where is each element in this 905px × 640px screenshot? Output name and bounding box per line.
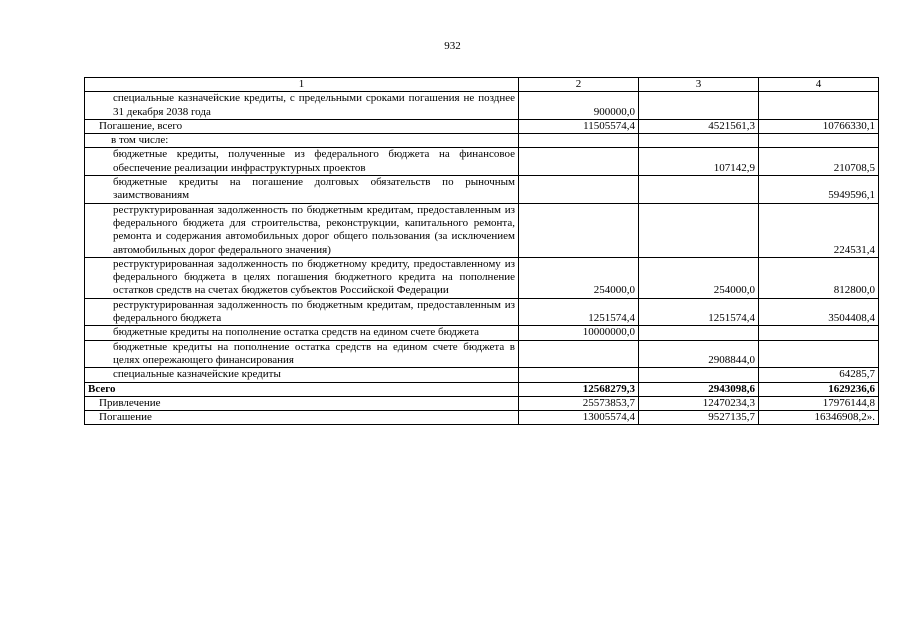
row-value-c3: 254000,0 xyxy=(639,257,759,298)
row-value-c3: 107142,9 xyxy=(639,148,759,176)
row-label: Всего xyxy=(85,382,519,396)
row-value-c4: 5949596,1 xyxy=(759,176,879,204)
table-row xyxy=(85,257,879,298)
row-label: бюджетные кредиты на пополнение остатка средств на едином счете бюджета в целях опережающего финансирования xyxy=(85,340,519,368)
row-label: Погашение xyxy=(85,411,519,425)
row-value-c2 xyxy=(519,340,639,368)
row-value-c2: 11505574,4 xyxy=(519,119,639,133)
row-value-c2: 13005574,4 xyxy=(519,411,639,425)
table-row xyxy=(85,134,879,148)
row-value-c4: 812800,0 xyxy=(759,257,879,298)
row-value-c4: 3504408,4 xyxy=(759,298,879,326)
table-row xyxy=(85,298,879,326)
row-value-c4: 1629236,6 xyxy=(759,382,879,396)
row-value-c3: 9527135,7 xyxy=(639,411,759,425)
row-value-c4: 210708,5 xyxy=(759,148,879,176)
row-value-c3 xyxy=(639,203,759,257)
row-value-c2 xyxy=(519,203,639,257)
table-row xyxy=(85,382,879,396)
row-label: бюджетные кредиты, полученные из федерального бюджета на финансовое обеспечение реализации инфраструктурных проектов xyxy=(85,148,519,176)
row-value-c2 xyxy=(519,176,639,204)
row-value-c2: 1251574,4 xyxy=(519,298,639,326)
table-row xyxy=(85,176,879,204)
row-value-c4: 16346908,2». xyxy=(759,411,879,425)
row-value-c2: 25573853,7 xyxy=(519,396,639,410)
row-value-c4: 10766330,1 xyxy=(759,119,879,133)
row-value-c2: 900000,0 xyxy=(519,92,639,120)
row-value-c3 xyxy=(639,368,759,382)
row-label: бюджетные кредиты на погашение долговых обязательств по рыночным заимствованиям xyxy=(85,176,519,204)
row-value-c3: 1251574,4 xyxy=(639,298,759,326)
row-label: Погашение, всего xyxy=(85,119,519,133)
row-value-c4 xyxy=(759,340,879,368)
table-row xyxy=(85,340,879,368)
row-value-c2: 12568279,3 xyxy=(519,382,639,396)
column-header-4: 4 xyxy=(759,78,879,92)
row-value-c2: 10000000,0 xyxy=(519,326,639,340)
column-header-3: 3 xyxy=(639,78,759,92)
row-value-c4: 64285,7 xyxy=(759,368,879,382)
row-value-c3 xyxy=(639,176,759,204)
row-value-c3 xyxy=(639,92,759,120)
row-label: в том числе: xyxy=(85,134,519,148)
budget-table xyxy=(84,77,879,425)
table-header-row xyxy=(85,78,879,92)
row-value-c2: 254000,0 xyxy=(519,257,639,298)
column-header-1: 1 xyxy=(85,78,519,92)
table-row xyxy=(85,119,879,133)
row-value-c4 xyxy=(759,92,879,120)
row-value-c2 xyxy=(519,368,639,382)
table-row xyxy=(85,148,879,176)
row-value-c3 xyxy=(639,134,759,148)
table-row xyxy=(85,203,879,257)
row-label: специальные казначейские кредиты, с предельными сроками погашения не позднее 31 декабря 2038 года xyxy=(85,92,519,120)
row-value-c2 xyxy=(519,148,639,176)
row-label: Привлечение xyxy=(85,396,519,410)
row-label: бюджетные кредиты на пополнение остатка средств на едином счете бюджета xyxy=(85,326,519,340)
row-value-c3: 4521561,3 xyxy=(639,119,759,133)
page-number: 932 xyxy=(444,40,461,52)
row-value-c3: 2943098,6 xyxy=(639,382,759,396)
row-value-c4: 224531,4 xyxy=(759,203,879,257)
row-label: реструктурированная задолженность по бюджетным кредитам, предоставленным из федерального бюджета xyxy=(85,298,519,326)
row-value-c4 xyxy=(759,326,879,340)
row-label: реструктурированная задолженность по бюджетному кредиту, предоставленному из федерального бюджета в целях погашения бюджетного кредита на пополнение остатков средств на счетах бюджетов субъектов Российской Федерации xyxy=(85,257,519,298)
row-label: специальные казначейские кредиты xyxy=(85,368,519,382)
row-value-c3: 2908844,0 xyxy=(639,340,759,368)
row-value-c4: 17976144,8 xyxy=(759,396,879,410)
row-value-c3 xyxy=(639,326,759,340)
table-row xyxy=(85,411,879,425)
column-header-2: 2 xyxy=(519,78,639,92)
row-label: реструктурированная задолженность по бюджетным кредитам, предоставленным из федерального бюджета для строительства, реконструкции, капитального ремонта, ремонта и содержания автомобильных дорог общего пользования (за исключением автомобильных дорог федерального значения) xyxy=(85,203,519,257)
table-row xyxy=(85,92,879,120)
table-row xyxy=(85,368,879,382)
row-value-c3: 12470234,3 xyxy=(639,396,759,410)
row-value-c2 xyxy=(519,134,639,148)
table-body xyxy=(85,78,879,425)
row-value-c4 xyxy=(759,134,879,148)
table-row xyxy=(85,396,879,410)
table-row xyxy=(85,326,879,340)
